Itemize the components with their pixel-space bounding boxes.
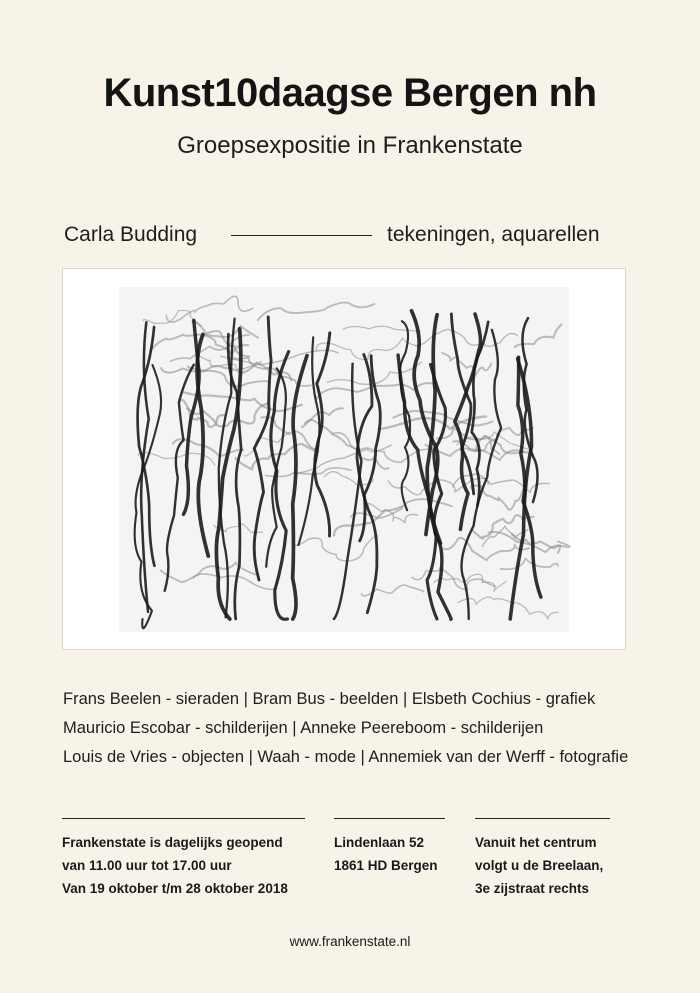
opening-line: Frankenstate is dagelijks geopend [62,835,283,850]
directions [475,818,610,900]
directions-divider [475,818,610,819]
directions-line: 3e zijstraat rechts [475,881,590,896]
participant-line: Frans Beelen - sieraden | Bram Bus - beelden | Elsbeth Cochius - grafiek [63,690,596,708]
participant-list [63,685,683,772]
directions-line: Vanuit het centrum [475,835,597,850]
featured-artist [0,220,700,250]
artist-divider [231,235,372,236]
opening-divider [62,818,305,819]
artist-media: tekeningen, aquarellen [387,223,600,246]
address-divider [334,818,445,819]
address-line: Lindenlaan 52 [334,835,425,850]
participant-line: Mauricio Escobar - schilderijen | Anneke Peereboom - schilderijen [63,719,544,737]
poster-title: Kunst10daagse Bergen nh [103,71,597,115]
opening-hours [62,818,305,900]
address-line: 1861 HD Bergen [334,858,438,873]
address [334,818,445,877]
website-link[interactable]: www.frankenstate.nl [289,934,411,949]
opening-line: van 11.00 uur tot 17.00 uur [62,858,232,873]
artist-name: Carla Budding [64,223,198,246]
participant-line: Louis de Vries - objecten | Waah - mode | Annemiek van der Werff - fotografie [63,748,629,766]
poster-subtitle: Groepsexpositie in Frankenstate [177,132,523,159]
opening-line: Van 19 oktober t/m 28 oktober 2018 [62,881,288,896]
abstract-line-drawing-icon [63,269,625,649]
directions-line: volgt u de Breelaan, [475,858,604,873]
artwork-image [62,268,626,650]
